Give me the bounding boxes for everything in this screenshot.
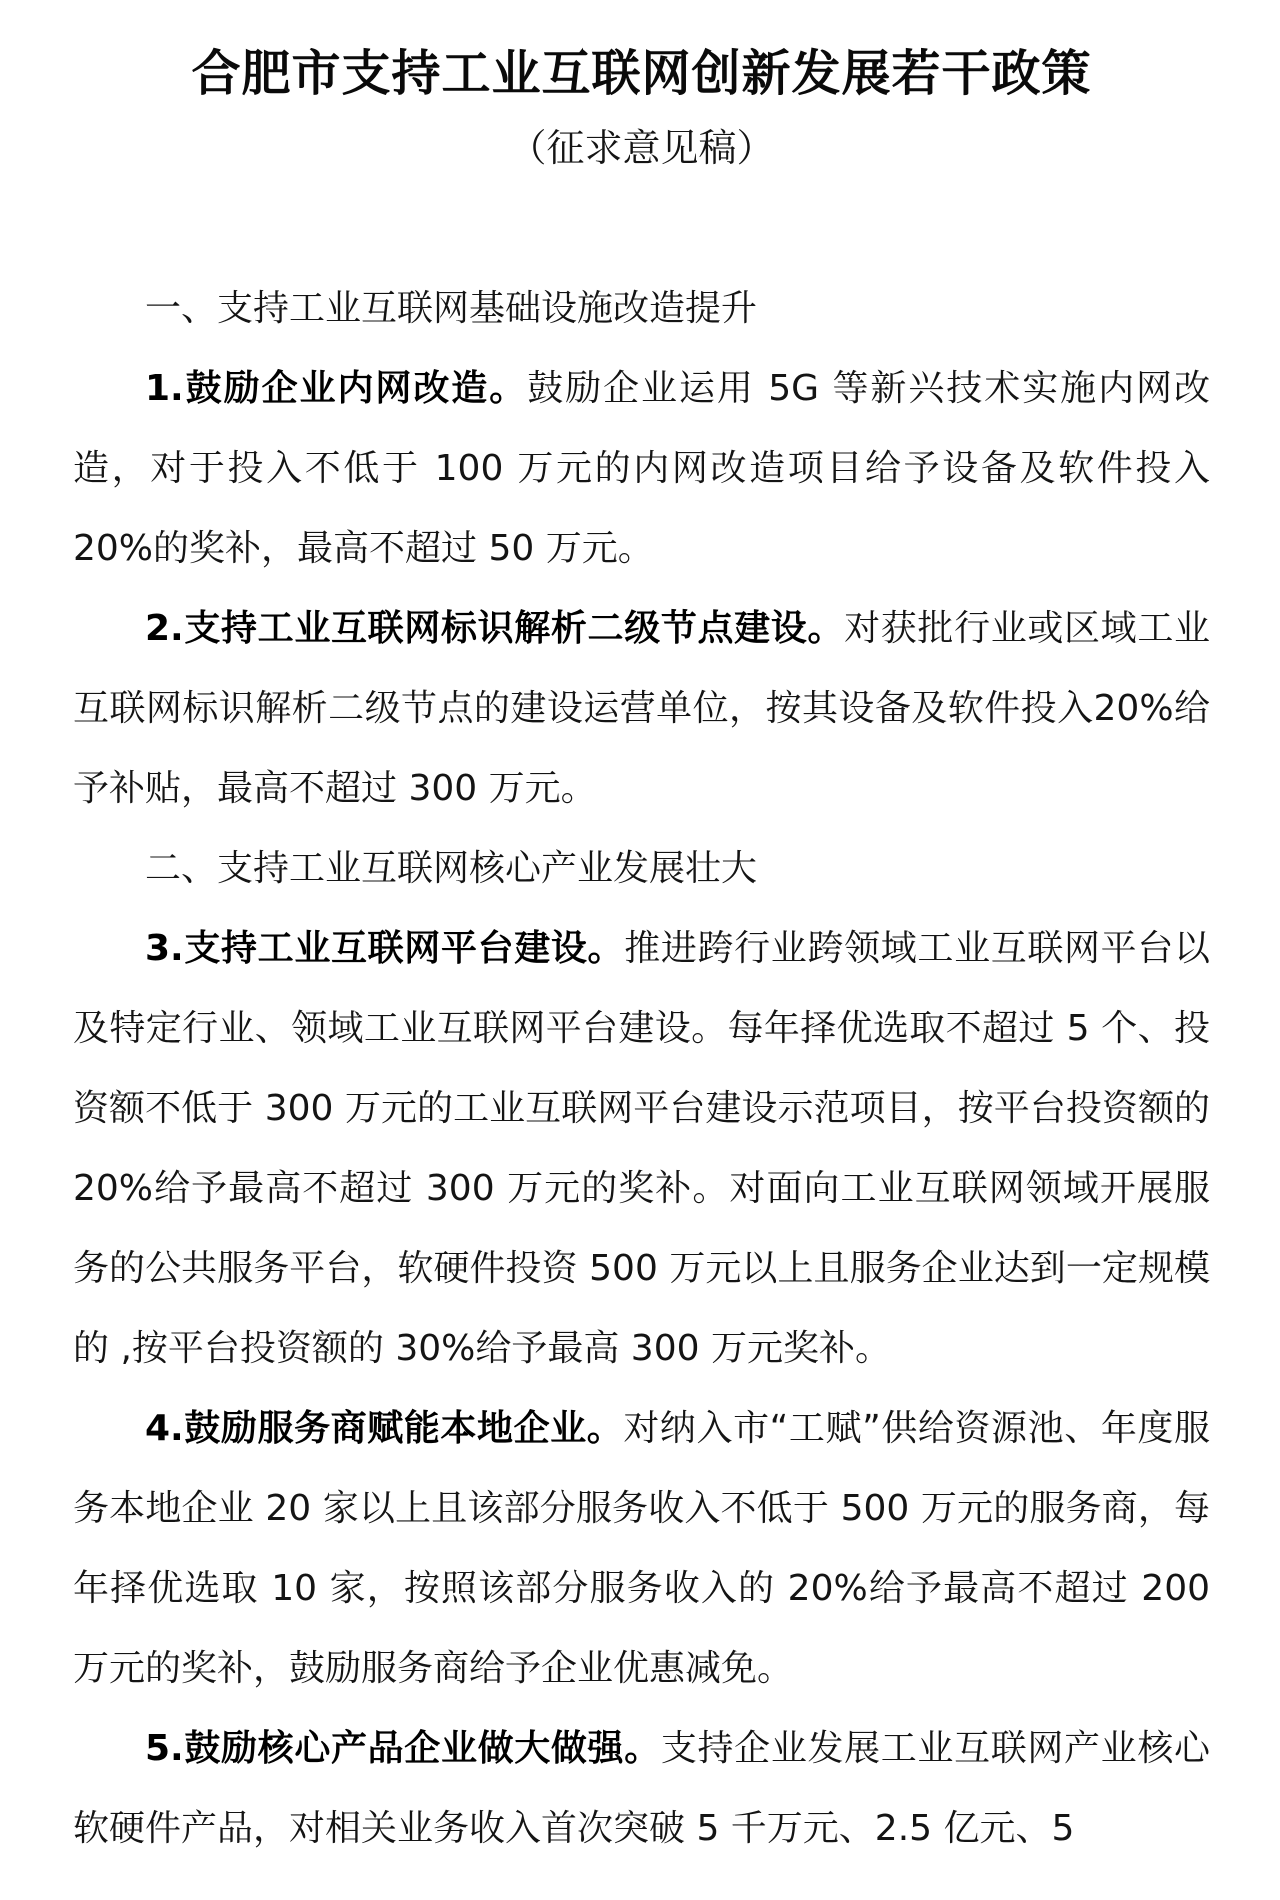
policy-item-4-lead: 4.鼓励服务商赋能本地企业。: [145, 1408, 624, 1449]
policy-item-2-lead: 2.支持工业互联网标识解析二级节点建设。: [145, 608, 845, 649]
policy-item-1: [73, 349, 1210, 589]
policy-item-5-lead: 5.鼓励核心产品企业做大做强。: [145, 1728, 661, 1769]
policy-item-4: [73, 1389, 1210, 1709]
document-subtitle: （征求意见稿）: [508, 126, 775, 170]
document-title: 合肥市支持工业互联网创新发展若干政策: [191, 44, 1092, 102]
policy-item-4-text: 对纳入市“工赋”供给资源池、年度服务本地企业 20 家以上且该部分服务收入不低于 500 万元的服务商，每年择优选取 10 家，按照该部分服务收入的 20%给予最高不超过 200 万元的奖补，鼓励服务商给予企业优惠减免。: [73, 1408, 1210, 1689]
policy-item-5-text: 支持企业发展工业互联网产业核心软硬件产品，对相关业务收入首次突破 5 千万元、2.5 亿元、5: [73, 1728, 1210, 1849]
document-body: [73, 269, 1210, 1869]
policy-item-2-text: 对获批行业或区域工业互联网标识解析二级节点的建设运营单位，按其设备及软件投入20%给予补贴，最高不超过 300 万元。: [73, 608, 1210, 809]
policy-item-3-lead: 3.支持工业互联网平台建设。: [145, 928, 625, 969]
section-heading-1: 一、支持工业互联网基础设施改造提升: [145, 288, 758, 329]
section-heading-2: 二、支持工业互联网核心产业发展壮大: [145, 848, 758, 889]
policy-item-3: [73, 909, 1210, 1389]
policy-item-5: [73, 1709, 1210, 1869]
policy-item-2: [73, 589, 1210, 829]
policy-item-1-lead: 1.鼓励企业内网改造。: [145, 368, 528, 409]
policy-item-1-text: 鼓励企业运用 5G 等新兴技术实施内网改造，对于投入不低于 100 万元的内网改造项目给予设备及软件投入20%的奖补，最高不超过 50 万元。: [73, 368, 1210, 569]
policy-item-3-text: 推进跨行业跨领域工业互联网平台以及特定行业、领域工业互联网平台建设。每年择优选取不超过 5 个、投资额不低于 300 万元的工业互联网平台建设示范项目，按平台投资额的 20%给予最高不超过 300 万元的奖补。对面向工业互联网领域开展服务的公共服务平台，软硬件投资 500 万元以上且服务企业达到一定规模的 ,按平台投资额的 30%给予最高 300 万元奖补。: [73, 928, 1210, 1369]
